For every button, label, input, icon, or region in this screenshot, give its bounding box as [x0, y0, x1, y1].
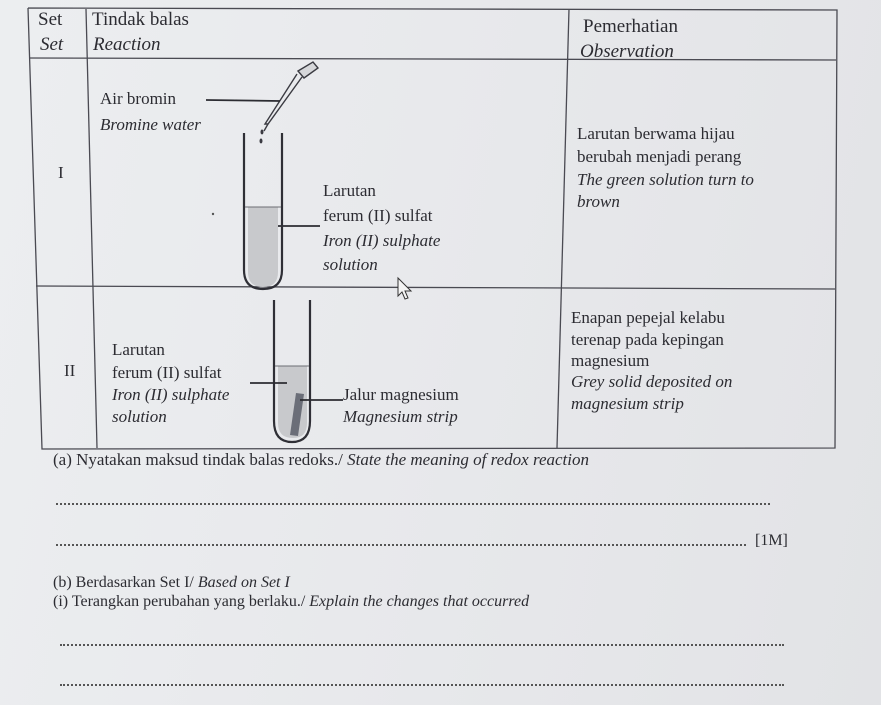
header-observation-my: Pemerhatian: [583, 16, 678, 37]
answer-line-a-1[interactable]: [56, 503, 770, 505]
set-i-solution-en-1: Iron (II) sulphate: [323, 231, 441, 250]
set-i-observation-4: brown: [577, 192, 620, 211]
set-i-solution-my-1: Larutan: [323, 181, 376, 200]
question-a-marks: [1M]: [755, 532, 788, 549]
set-ii-solution-en-2: solution: [112, 407, 167, 426]
answer-line-b-1[interactable]: [60, 644, 784, 646]
set-i-observation-3: The green solution turn to: [577, 170, 754, 189]
question-b: [53, 574, 290, 592]
bromine-water-my: Air bromin: [100, 89, 177, 108]
set-i-observation-2: berubah menjadi perang: [577, 147, 742, 166]
set-ii-solution-en-1: Iron (II) sulphate: [112, 385, 230, 404]
test-tube-ii-icon: [274, 300, 310, 442]
set-ii-solution-my-1: Larutan: [112, 340, 165, 359]
question-b-i-en: Explain the changes that occurred: [309, 593, 530, 610]
header-set-my: Set: [38, 9, 63, 30]
row-i-set: I: [58, 163, 64, 182]
set-i-solution-en-2: solution: [323, 255, 378, 274]
set-ii-observation-4: Grey solid deposited on: [571, 372, 733, 391]
question-b-i: [53, 593, 529, 611]
set-ii-observation-2: terenap pada kepingan: [571, 330, 724, 349]
set-ii-solution-my-2: ferum (II) sulfat: [112, 363, 222, 382]
magnesium-strip-my: Jalur magnesium: [343, 385, 459, 404]
question-a-my: (a) Nyatakan maksud tindak balas redoks./: [53, 450, 343, 469]
question-a: [53, 450, 589, 470]
header-set-en: Set: [40, 34, 64, 55]
answer-line-b-2[interactable]: [60, 684, 784, 686]
header-observation-en: Observation: [580, 41, 674, 62]
magnesium-strip-en: Magnesium strip: [343, 407, 458, 426]
question-a-en: State the meaning of redox reaction: [347, 450, 589, 469]
answer-line-a-2[interactable]: [56, 544, 746, 546]
set-i-observation-1: Larutan berwama hijau: [577, 124, 735, 143]
set-ii-observation-1: Enapan pepejal kelabu: [571, 308, 725, 327]
question-b-en: Based on Set I: [197, 574, 290, 591]
row-ii-set: II: [64, 361, 76, 380]
set-i-solution-my-2: ferum (II) sulfat: [323, 206, 433, 225]
set-ii-observation-5: magnesium strip: [571, 394, 684, 413]
set-ii-observation-3: magnesium: [571, 351, 650, 370]
bromine-water-en: Bromine water: [100, 115, 201, 134]
question-b-my: (b) Berdasarkan Set I/: [53, 574, 194, 591]
question-b-i-my: (i) Terangkan perubahan yang berlaku./: [53, 593, 306, 610]
header-reaction-my: Tindak balas: [92, 9, 189, 30]
header-reaction-en: Reaction: [93, 34, 161, 55]
